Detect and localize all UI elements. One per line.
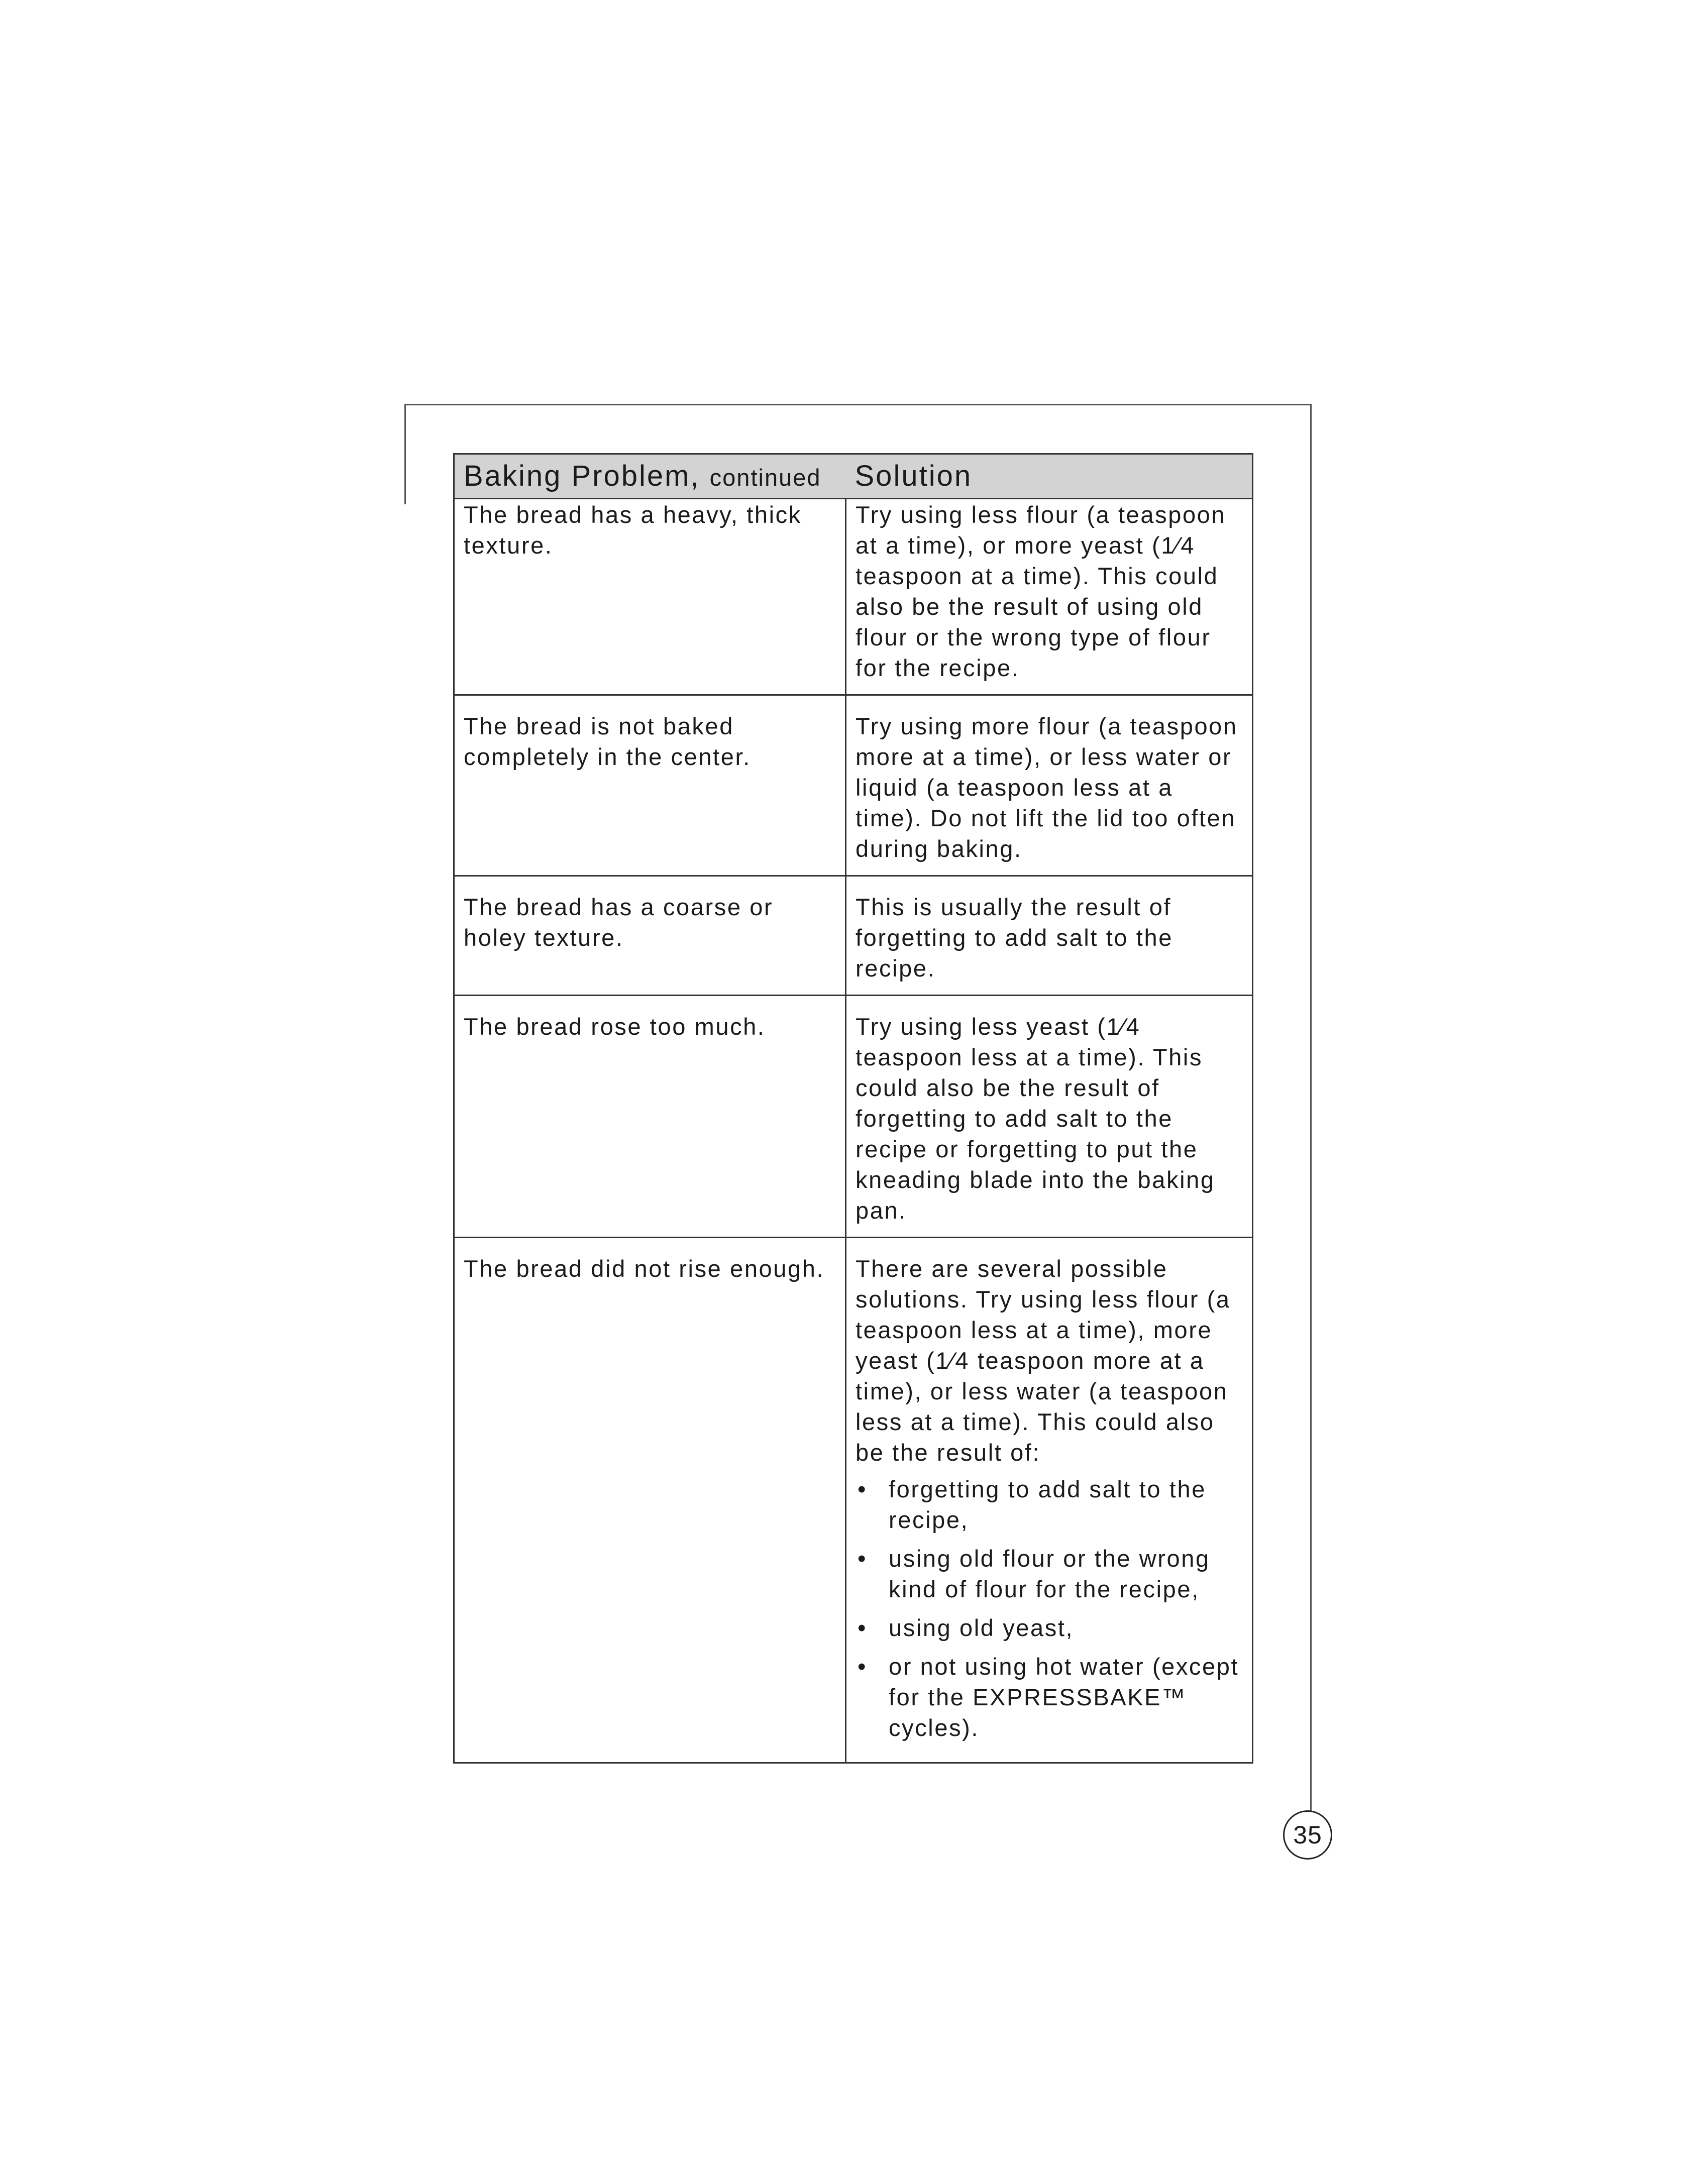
table-row [454,876,1253,996]
solution-bullet-list [856,1474,1245,1743]
bullet-icon: • [858,1476,868,1502]
page-number-badge [1283,1810,1332,1860]
table-header-row [454,454,1253,499]
page-frame-left-line [404,404,406,504]
list-item [856,1543,1245,1604]
bullet-text: forgetting to add salt to the recipe, [889,1476,1206,1533]
bullet-icon: • [858,1545,868,1572]
page-frame-top-line [404,404,1312,405]
bullet-text: using old yeast, [889,1614,1074,1641]
list-item [856,1612,1245,1643]
solution-intro-text: There are several possible solutions. Try using less flour (a teaspoon less at a time), more yeast (1⁄4 teaspoon more at a time), or less water (a teaspoon less at a time). This could also be the result of: [856,1255,1231,1466]
bullet-icon: • [858,1614,868,1641]
bullet-icon: • [858,1653,868,1680]
table-row [454,695,1253,876]
header-baking-problem [454,454,846,499]
problem-cell: The bread has a coarse or holey texture. [454,876,846,996]
problem-cell: The bread did not rise enough. [454,1238,846,1763]
solution-cell: Try using less flour (a teaspoon at a time), or more yeast (1⁄4 teaspoon at a time). This could also be the result of using old flour or the wrong type of flour for the recipe. [846,499,1253,695]
page-number: 35 [1293,1821,1322,1849]
problem-cell: The bread is not baked completely in the center. [454,695,846,876]
bullet-text: using old flour or the wrong kind of flour for the recipe, [889,1545,1210,1602]
solution-cell: Try using more flour (a teaspoon more at a time), or less water or liquid (a teaspoon less at a time). Do not lift the lid too often during baking. [846,695,1253,876]
table-row [454,499,1253,695]
list-item [856,1651,1245,1743]
bullet-text: or not using hot water (except for the EXPRESSBAKE™ cycles). [889,1653,1239,1741]
troubleshooting-table [453,453,1253,1764]
solution-cell: This is usually the result of forgetting to add salt to the recipe. [846,876,1253,996]
list-item [856,1474,1245,1535]
problem-cell: The bread has a heavy, thick texture. [454,499,846,695]
page-frame-right-line [1310,404,1312,1830]
solution-cell: Try using less yeast (1⁄4 teaspoon less at a time). This could also be the result of forgetting to add salt to the recipe or forgetting to put the kneading blade into the baking pan. [846,996,1253,1238]
header-solution: Solution [846,454,1253,499]
problem-cell: The bread rose too much. [454,996,846,1238]
table-row [454,996,1253,1238]
table-row [454,1238,1253,1763]
header-continued-label: continued [709,464,821,491]
solution-cell [846,1238,1253,1763]
header-problem-label: Baking Problem, [464,459,700,492]
